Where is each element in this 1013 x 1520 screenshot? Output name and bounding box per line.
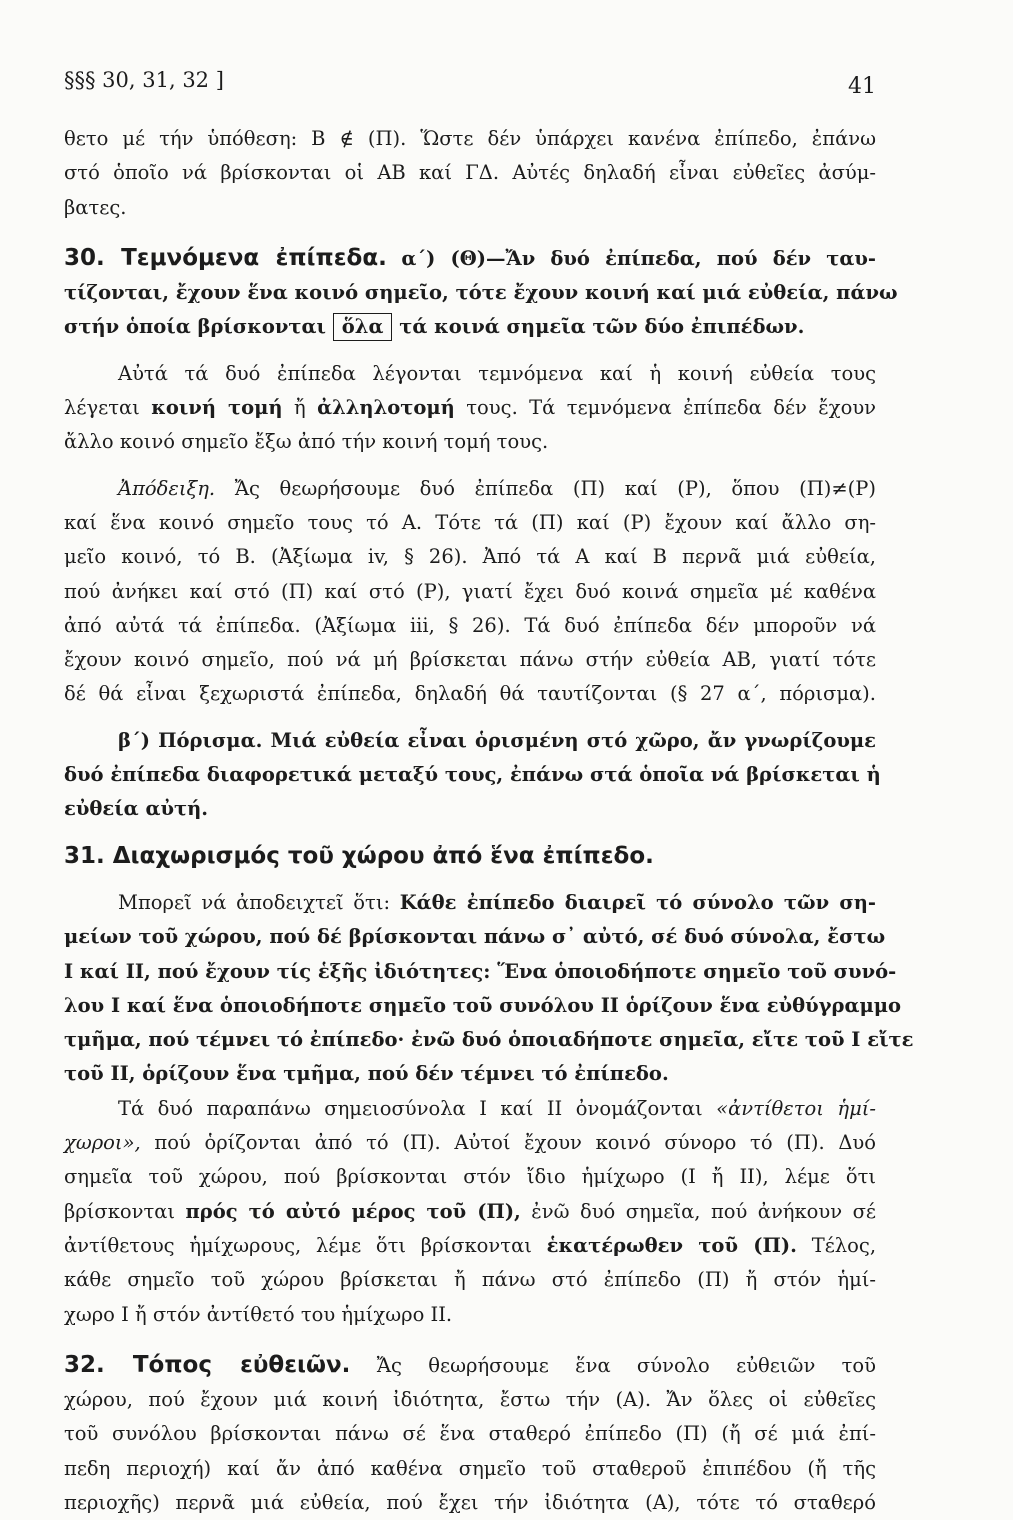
theorem-text: Κάθε ἐπίπεδο διαιρεῖ τό σύνολο τῶν ση-: [399, 890, 876, 914]
text-fragment: Τά δυό παραπάνω σημειοσύνολα Ι καί ΙΙ ὀνομάζονται: [118, 1096, 703, 1120]
body-text: [64, 122, 914, 1520]
text-line: βατες.: [64, 195, 127, 219]
page-number: 41: [848, 74, 876, 99]
text-fragment: Τέλος,: [811, 1233, 877, 1257]
text-line: χώρου, πού ἔχουν μιά κοινή ἰδιότητα, ἔστω τήν (Α). Ἄν ὅλες οἱ εὐθεῖες: [64, 1388, 876, 1412]
text-fragment: Ἄς θεωρήσουμε ἕνα σύνολο εὐθειῶν τοῦ: [376, 1353, 876, 1377]
theorem-text: λου Ι καί ἕνα ὁποιοδήποτε σημεῖο τοῦ συνόλου ΙΙ ὁρίζουν ἕνα εὐθύγραμμο: [64, 993, 902, 1017]
section-reference: §§§ 30, 31, 32 ]: [64, 68, 224, 92]
text-line: σημεῖα τοῦ χώρου, πού βρίσκονται στόν ἴδιο ἡμίχωρο (Ι ἤ ΙΙ), λέμε ὅτι: [64, 1165, 876, 1189]
theorem-text: τά κοινά σημεῖα τῶν δύο ἐπιπέδων.: [399, 315, 805, 339]
text-line: ἔχουν κοινό σημεῖο, πού νά μή βρίσκεται πάνω στήν εὐθεία ΑΒ, γιατί τότε: [64, 648, 876, 672]
theorem-text: [64, 310, 876, 344]
text-line: καί ἕνα κοινό σημεῖο τους τό Α. Τότε τά (Π) καί (Ρ) ἔχουν καί ἄλλο ση-: [64, 510, 876, 534]
text-line: [64, 1092, 876, 1126]
text-fragment: τους. Τά τεμνόμενα ἐπίπεδα δέν ἔχουν: [466, 396, 877, 420]
text-line: περιοχῆς) περνᾶ μιά εὐθεία, πού ἔχει τήν ἰδιότητα (Α), τότε τό σταθερό: [64, 1490, 876, 1514]
text-line: στό ὁποῖο νά βρίσκονται οἱ ΑΒ καί ΓΔ. Αὐτές δηλαδή εἶναι εὐθεῖες ἀσύμ-: [64, 161, 876, 185]
term-half-spaces: «ἀντίθετοι ἡμί-: [716, 1096, 877, 1120]
text-line: ἄλλο κοινό σημεῖο ἔξω ἀπό τήν κοινή τομή τους.: [64, 430, 549, 454]
section-30-title: 30. Τεμνόμενα ἐπίπεδα.: [64, 244, 387, 271]
theorem-text: τοῦ ΙΙ, ὁρίζουν ἕνα τμῆμα, πού δέν τέμνει τό ἐπίπεδο.: [64, 1062, 669, 1086]
corollary-label: β΄): [118, 728, 150, 752]
text-fragment: Μπορεῖ νά ἀποδειχτεῖ ὅτι:: [118, 890, 391, 914]
proof-line: [64, 472, 876, 506]
theorem-text: στήν ὁποία βρίσκονται: [64, 315, 326, 339]
term-mutual-intersection: ἀλληλοτομή: [317, 396, 455, 420]
text-line: [64, 886, 876, 920]
text-line: ἀπό αὐτά τά ἐπίπεδα. (Ἀξίωμα iii, § 26). Τά δυό ἐπίπεδα δέν μποροῦν νά: [64, 613, 876, 637]
text-line: δέ θά εἶναι ξεχωριστά ἐπίπεδα, δηλαδή θά ταυτίζονται (§ 27 α΄, πόρισμα).: [64, 682, 876, 706]
term-opposite-sides: ἑκατέρωθεν τοῦ (Π).: [546, 1233, 797, 1257]
theorem-text: τμῆμα, πού τέμνει τό ἐπίπεδο· ἐνῶ δυό ὁποιαδήποτε σημεῖα, εἴτε τοῦ Ι εἴτε: [64, 1028, 914, 1052]
text-fragment: λέγεται: [64, 396, 140, 420]
term-half-spaces: χωροι»,: [64, 1131, 141, 1155]
section-30-line: [64, 241, 876, 276]
corollary-line: [64, 724, 876, 758]
text-line: [64, 1195, 876, 1229]
boxed-word: ὅλα: [333, 313, 393, 341]
text-line: θετο μέ τήν ὑπόθεση: Β ∉ (Π). Ὥστε δέν ὑπάρχει κανένα ἐπίπεδο, ἐπάνω: [64, 127, 876, 150]
text-fragment: ἀντίθετους ἡμίχωρους, λέμε ὅτι βρίσκονται: [64, 1233, 532, 1257]
proof-label: Ἀπόδειξη.: [118, 476, 216, 500]
text-fragment: βρίσκονται: [64, 1199, 176, 1223]
section-31-title: 31. Διαχωρισμός τοῦ χώρου ἀπό ἕνα ἐπίπεδο.: [64, 842, 654, 869]
section-31-line: [64, 839, 876, 874]
text-line: Αὐτά τά δυό ἐπίπεδα λέγονται τεμνόμενα καί ἡ κοινή εὐθεία τους: [118, 361, 876, 385]
text-line: [64, 391, 876, 425]
text-line: πεδη περιοχή) καί ἄν ἀπό καθένα σημεῖο τοῦ σταθεροῦ ἐπιπέδου (ἤ τῆς: [64, 1456, 876, 1480]
term-common-intersection: κοινή τομή: [151, 396, 283, 420]
text-line: κάθε σημεῖο τοῦ χώρου βρίσκεται ἤ πάνω στό ἐπίπεδο (Π) ἤ στόν ἡμί-: [64, 1268, 876, 1292]
text-line: χωρο Ι ἤ στόν ἀντίθετό του ἡμίχωρο ΙΙ.: [64, 1302, 453, 1326]
theorem-text: Ι καί ΙΙ, πού ἔχουν τίς ἑξῆς ἰδιότητες: Ἕνα ὁποιοδήποτε σημεῖο τοῦ συνό-: [64, 959, 897, 983]
text-line: [64, 1229, 876, 1263]
text-line: μεῖο κοινό, τό Β. (Ἀξίωμα iv, § 26). Ἀπό τά Α καί Β περνᾶ μιά εὐθεία,: [64, 545, 876, 569]
corollary-text: εὐθεία αὐτή.: [64, 797, 209, 821]
section-32-line: [64, 1348, 876, 1383]
text-line: τοῦ συνόλου βρίσκονται πάνω σέ ἕνα σταθερό ἐπίπεδο (Π) (ἤ σέ μιά ἐπί-: [64, 1422, 876, 1446]
text-line: πού ἀνήκει καί στό (Π) καί στό (Ρ), γιατί ἔχει δυό κοινά σημεῖα μέ καθένα: [64, 579, 876, 603]
text-fragment: πού ὁρίζονται ἀπό τό (Π). Αὐτοί ἔχουν κοινό σύνορο τό (Π). Δυό: [154, 1131, 876, 1155]
theorem-text: τίζονται, ἔχουν ἕνα κοινό σημεῖο, τότε ἔχουν κοινή καί μιά εὐθεία, πάνω: [64, 281, 898, 305]
theorem-text: α΄) (Θ)—Ἄν δυό ἐπίπεδα, πού δέν ταυ-: [401, 246, 876, 270]
text-line: [64, 1126, 876, 1160]
text-fragment: ἐνῶ δυό σημεῖα, πού ἀνήκουν σέ: [531, 1199, 876, 1223]
corollary-text: Πόρισμα. Μιά εὐθεία εἶναι ὁρισμένη στό χῶρο, ἄν γνωρίζουμε: [158, 728, 876, 752]
text-fragment: ἤ: [293, 396, 306, 420]
theorem-text: μείων τοῦ χώρου, πού δέ βρίσκονται πάνω σ᾽ αὐτό, σέ δυό σύνολα, ἔστω: [64, 925, 886, 949]
corollary-text: δυό ἐπίπεδα διαφορετικά μεταξύ τους, ἐπάνω στά ὁποῖα νά βρίσκεται ἡ: [64, 763, 881, 787]
section-32-title: 32. Τόπος εὐθειῶν.: [64, 1351, 351, 1378]
text-fragment: Ἄς θεωρήσουμε δυό ἐπίπεδα (Π) καί (Ρ), ὅπου (Π)≠(Ρ): [234, 476, 876, 500]
term-same-side: πρός τό αὐτό μέρος τοῦ (Π),: [185, 1199, 521, 1223]
